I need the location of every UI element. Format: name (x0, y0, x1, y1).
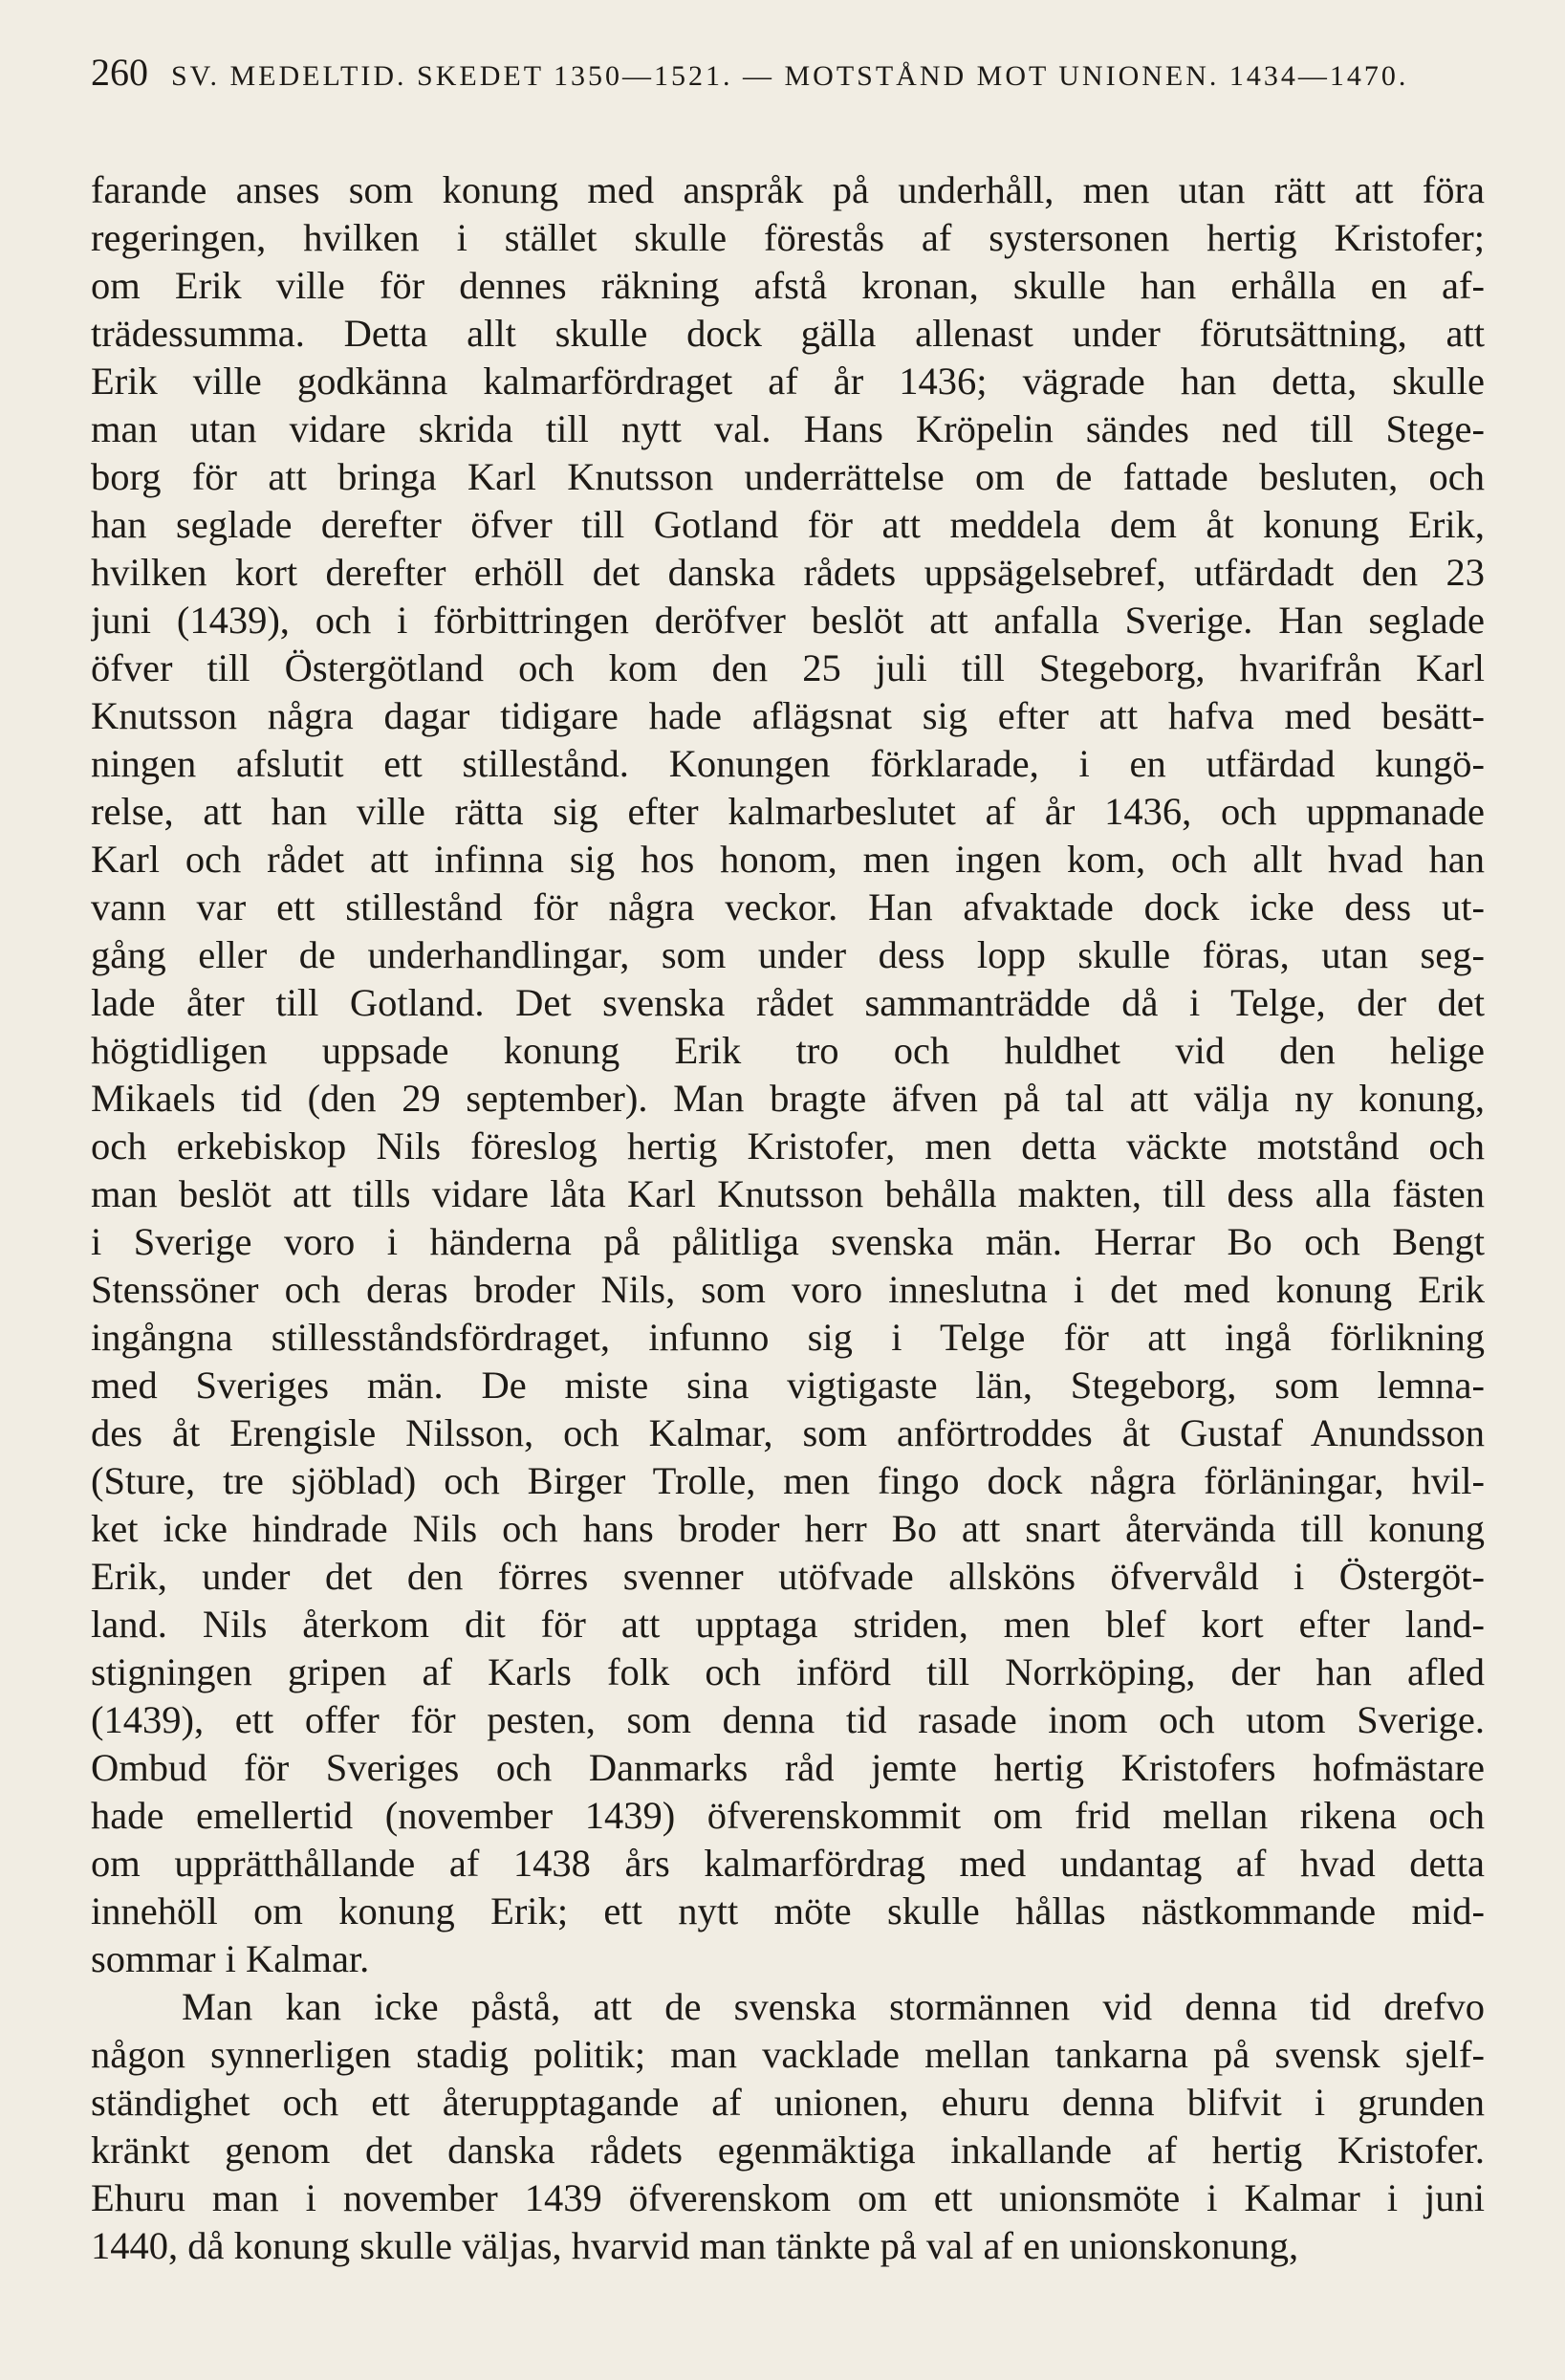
text-line: des åt Erengisle Nilsson, och Kalmar, som anförtroddes åt Gustaf Anundsson (91, 1411, 1485, 1454)
book-page (91, 50, 1485, 2270)
text-line: Ehuru man i november 1439 öfverenskom om ett unionsmöte i Kalmar i juni (91, 2176, 1485, 2219)
text-line: juni (1439), och i förbittringen deröfver beslöt att anfalla Sverige. Han seglade (91, 599, 1485, 642)
text-line: man utan vidare skrida till nytt val. Hans Kröpelin sändes ned till Stege- (91, 407, 1485, 450)
text-line: ständighet och ett återupptagande af unionen, ehuru denna blifvit i grunden (91, 2081, 1485, 2124)
text-line: han seglade derefter öfver till Gotland för att meddela dem åt konung Erik, (91, 503, 1485, 546)
body-text (91, 166, 1485, 2270)
paragraphs (91, 166, 1485, 2270)
text-line: regeringen, hvilken i stället skulle förestås af systersonen hertig Kristofer; (91, 216, 1485, 259)
page-number: 260 (91, 51, 148, 94)
text-line: Ombud för Sveriges och Danmarks råd jemte hertig Kristofers hofmästare (91, 1746, 1485, 1789)
text-line: lade åter till Gotland. Det svenska rådet sammanträdde då i Telge, der det (91, 981, 1485, 1024)
text-line: högtidligen uppsade konung Erik tro och huldhet vid den helige (91, 1029, 1485, 1072)
text-line: Man kan icke påstå, att de svenska stormännen vid denna tid drefvo (182, 1985, 1485, 2028)
text-line: om Erik ville för dennes räkning afstå kronan, skulle han erhålla en af- (91, 264, 1485, 307)
running-head (91, 50, 1485, 98)
running-title: SV. MEDELTID. SKEDET 1350—1521. — MOTSTÅND MOT UNIONEN. 1434—1470. (171, 60, 1409, 92)
text-line: gång eller de underhandlingar, som under dess lopp skulle föras, utan seg- (91, 933, 1485, 976)
text-line: någon synnerligen stadig politik; man vacklade mellan tankarna på svensk sjelf- (91, 2033, 1485, 2076)
text-line: trädessumma. Detta allt skulle dock gälla allenast under förutsättning, att (91, 312, 1485, 355)
text-line: man beslöt att tills vidare låta Karl Knutsson behålla makten, till dess alla fästen (91, 1172, 1485, 1215)
text-line: och erkebiskop Nils föreslog hertig Kristofer, men detta väckte motstånd och (91, 1124, 1485, 1168)
text-line: Erik ville godkänna kalmarfördraget af år 1436; vägrade han detta, skulle (91, 360, 1485, 403)
text-line: stigningen gripen af Karls folk och införd till Norrköping, der han afled (91, 1650, 1485, 1693)
text-line: ket icke hindrade Nils och hans broder herr Bo att snart återvända till konung (91, 1507, 1485, 1550)
text-line: Karl och rådet att infinna sig hos honom, men ingen kom, och allt hvad han (91, 838, 1485, 881)
text-line: land. Nils återkom dit för att upptaga striden, men blef kort efter land- (91, 1603, 1485, 1646)
text-line: i Sverige voro i händerna på pålitliga svenska män. Herrar Bo och Bengt (91, 1220, 1485, 1263)
text-line: kränkt genom det danska rådets egenmäktiga inkallande af hertig Kristofer. (91, 2129, 1485, 2172)
text-line: med Sveriges män. De miste sina vigtigaste län, Stegeborg, som lemna- (91, 1364, 1485, 1407)
text-line: ningen afslutit ett stillestånd. Konungen förklarade, i en utfärdad kungö- (91, 742, 1485, 785)
text-line: hade emellertid (november 1439) öfverenskommit om frid mellan rikena och (91, 1794, 1485, 1837)
text-line: farande anses som konung med anspråk på underhåll, men utan rätt att föra (91, 168, 1485, 211)
text-line: vann var ett stillestånd för några veckor. Han afvaktade dock icke dess ut- (91, 885, 1485, 928)
text-line: sommar i Kalmar. (91, 1937, 370, 1980)
text-line: Stenssöner och deras broder Nils, som voro inneslutna i det med konung Erik (91, 1268, 1485, 1311)
text-line: innehöll om konung Erik; ett nytt möte skulle hållas nästkommande mid- (91, 1889, 1485, 1932)
text-line: relse, att han ville rätta sig efter kalmarbeslutet af år 1436, och uppmanade (91, 790, 1485, 833)
text-line: om upprätthållande af 1438 års kalmarfördrag med undantag af hvad detta (91, 1842, 1485, 1885)
text-line: Erik, under det den förres svenner utöfvade allsköns öfvervåld i Östergöt- (91, 1555, 1485, 1598)
text-line: (Sture, tre sjöblad) och Birger Trolle, men fingo dock några förläningar, hvil- (91, 1459, 1485, 1502)
text-line: ingångna stillesståndsfördraget, infunno sig i Telge för att ingå förlikning (91, 1316, 1485, 1359)
text-line: borg för att bringa Karl Knutsson underrättelse om de fattade besluten, och (91, 455, 1485, 498)
text-line: (1439), ett offer för pesten, som denna tid rasade inom och utom Sverige. (91, 1698, 1485, 1741)
text-line: Knutsson några dagar tidigare hade aflägsnat sig efter att hafva med besätt- (91, 694, 1485, 737)
text-line: hvilken kort derefter erhöll det danska rådets uppsägelsebref, utfärdadt den 23 (91, 551, 1485, 594)
text-line: Mikaels tid (den 29 september). Man bragte äfven på tal att välja ny konung, (91, 1077, 1485, 1120)
text-line: 1440, då konung skulle väljas, hvarvid man tänkte på val af en unionskonung, (91, 2224, 1299, 2267)
text-line: öfver till Östergötland och kom den 25 juli till Stegeborg, hvarifrån Karl (91, 646, 1485, 689)
